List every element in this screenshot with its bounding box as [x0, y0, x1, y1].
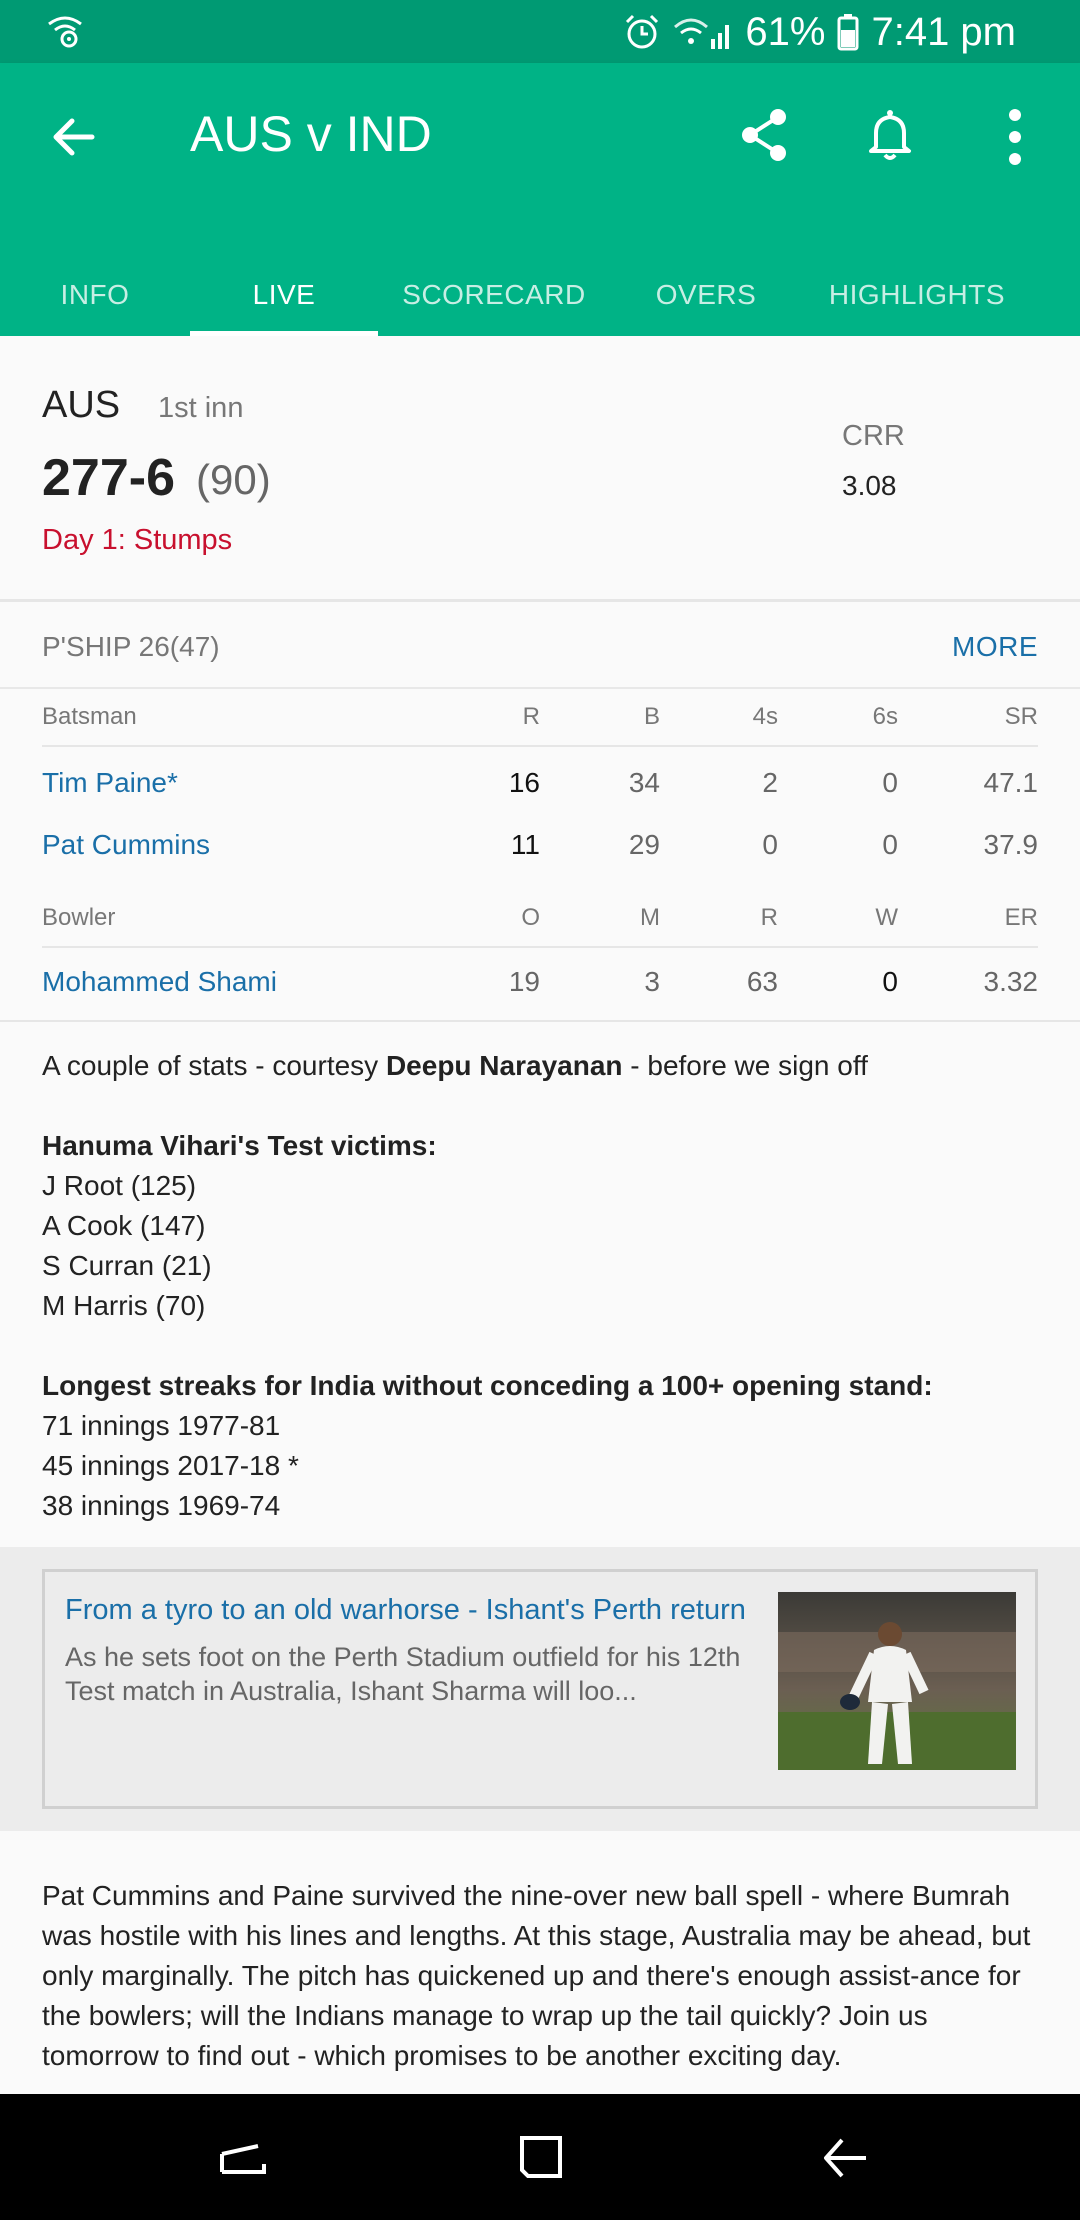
article-summary: As he sets foot on the Perth Stadium outfield for his 12th Test match in Australia, Ishant Sharma will loo... — [65, 1642, 741, 1706]
maidens-cell: 3 — [644, 966, 660, 997]
partnership-bar — [0, 605, 1080, 689]
fours-cell: 0 — [762, 829, 778, 860]
strike-rate-cell: 47.1 — [983, 767, 1038, 798]
batsman-name-link[interactable]: Pat Cummins — [42, 829, 211, 860]
column-header: SR — [1004, 703, 1038, 730]
tab-highlights[interactable] — [802, 253, 1032, 336]
article-thumbnail — [778, 1592, 1016, 1770]
tab-scorecard[interactable] — [378, 253, 610, 336]
table-row — [42, 950, 1038, 1012]
intro-text: A couple of stats - courtesy — [42, 1050, 386, 1081]
home-icon[interactable] — [516, 2132, 566, 2182]
balls-cell: 29 — [628, 829, 660, 860]
battery-icon — [837, 13, 859, 51]
runs-cell: 11 — [510, 829, 540, 860]
innings-label: 1st inn — [158, 392, 244, 424]
recent-apps-icon[interactable] — [218, 2132, 268, 2182]
strike-rate-cell: 37.9 — [983, 829, 1038, 860]
stat-heading: Longest streaks for India without conceding a 100+ opening stand: — [42, 1370, 933, 1401]
wifi-signal-icon — [673, 13, 733, 51]
battery-percent: 61% — [745, 9, 826, 54]
list-item: S Curran (21) — [42, 1250, 212, 1281]
list-item: 71 innings 1977-81 — [42, 1410, 281, 1441]
fours-cell: 2 — [762, 767, 778, 798]
sixes-cell: 0 — [882, 829, 898, 860]
divider — [0, 1020, 1080, 1022]
bowling-header-row — [42, 890, 1038, 948]
related-article-card[interactable] — [42, 1569, 1038, 1809]
column-header: Batsman — [42, 703, 137, 730]
page-title: AUS v IND — [190, 106, 432, 162]
status-bar — [0, 0, 1080, 63]
more-button[interactable]: MORE — [952, 631, 1038, 662]
sixes-cell: 0 — [882, 767, 898, 798]
column-header: Bowler — [42, 904, 116, 931]
tab-label: HIGHLIGHTS — [828, 278, 1006, 310]
column-header: 6s — [872, 703, 898, 730]
column-header: ER — [1004, 904, 1038, 931]
economy-cell: 3.32 — [983, 966, 1038, 997]
batting-table — [42, 689, 1038, 875]
score-summary — [0, 336, 1080, 602]
partnership-title: P'SHIP — [42, 631, 131, 662]
notification-bell-icon[interactable] — [864, 107, 916, 163]
stat-heading: Hanuma Vihari's Test victims: — [42, 1130, 437, 1161]
tab-info[interactable] — [0, 253, 190, 336]
column-header: W — [875, 904, 898, 931]
wifi-hotspot-icon — [46, 14, 84, 48]
tab-label: SCORECARD — [402, 278, 586, 310]
commentary-entry — [42, 1046, 1042, 1526]
tab-bar — [0, 253, 1080, 336]
tab-label: LIVE — [252, 278, 316, 310]
crr-label: CRR — [842, 420, 905, 452]
partnership-label — [42, 631, 220, 663]
overflow-menu-icon[interactable] — [1000, 107, 1030, 167]
share-icon[interactable] — [738, 107, 790, 163]
tab-label: INFO — [60, 278, 130, 310]
overs-count: (90) — [196, 456, 271, 503]
runs-cell: 16 — [508, 767, 540, 798]
list-item: A Cook (147) — [42, 1210, 206, 1241]
partnership-value: 26(47) — [138, 631, 220, 662]
back-icon[interactable] — [820, 2132, 870, 2182]
bowling-table — [42, 890, 1038, 1012]
column-header: B — [643, 703, 660, 730]
column-header: O — [521, 904, 540, 931]
list-item: 45 innings 2017-18 * — [42, 1450, 299, 1481]
column-header: R — [522, 703, 540, 730]
column-header: 4s — [752, 703, 778, 730]
column-header: M — [640, 904, 660, 931]
runs-wickets: 277-6 — [42, 449, 175, 507]
table-row — [42, 751, 1038, 813]
tab-label: OVERS — [655, 278, 757, 310]
article-headline[interactable]: From a tyro to an old warhorse - Ishant's Perth return — [65, 1594, 746, 1626]
match-status: Day 1: Stumps — [42, 524, 233, 556]
commentary-intro — [42, 1046, 1042, 1086]
bowler-name-link[interactable]: Mohammed Shami — [42, 966, 277, 997]
clock: 7:41 pm — [871, 9, 1016, 54]
batting-team: AUS — [42, 384, 121, 426]
batsman-name-link[interactable]: Tim Paine* — [42, 767, 178, 798]
runs-cell: 63 — [746, 966, 778, 997]
intro-author: Deepu Narayanan — [385, 1050, 623, 1081]
list-item: 38 innings 1969-74 — [42, 1490, 281, 1521]
overs-cell: 19 — [508, 966, 540, 997]
related-article-section — [0, 1547, 1080, 1831]
tab-overs[interactable] — [610, 253, 802, 336]
balls-cell: 34 — [628, 767, 660, 798]
back-arrow-icon[interactable] — [48, 111, 100, 163]
batting-header-row — [42, 689, 1038, 747]
crr-value: 3.08 — [842, 470, 897, 501]
wickets-cell: 0 — [882, 966, 898, 997]
column-header: R — [760, 904, 778, 931]
system-nav-bar — [0, 2094, 1080, 2220]
intro-text: - before we sign off — [622, 1050, 868, 1081]
alarm-icon — [623, 13, 661, 51]
app-bar — [0, 63, 1080, 336]
list-item: J Root (125) — [42, 1170, 197, 1201]
list-item: M Harris (70) — [42, 1290, 206, 1321]
table-row — [42, 813, 1038, 875]
tab-live[interactable] — [190, 253, 378, 336]
commentary-entry: Pat Cummins and Paine survived the nine-over new ball spell - where Bumrah was hostile with his lines and lengths. At this stage, Australia may be ahead, but only marginally. The pitch has quickened up and there's enough assist-ance for the bowlers; will the Indians manage to wrap up the tail quickly? Join us tomorrow to find out - which promises to be another exciting day. — [42, 1880, 1031, 2071]
